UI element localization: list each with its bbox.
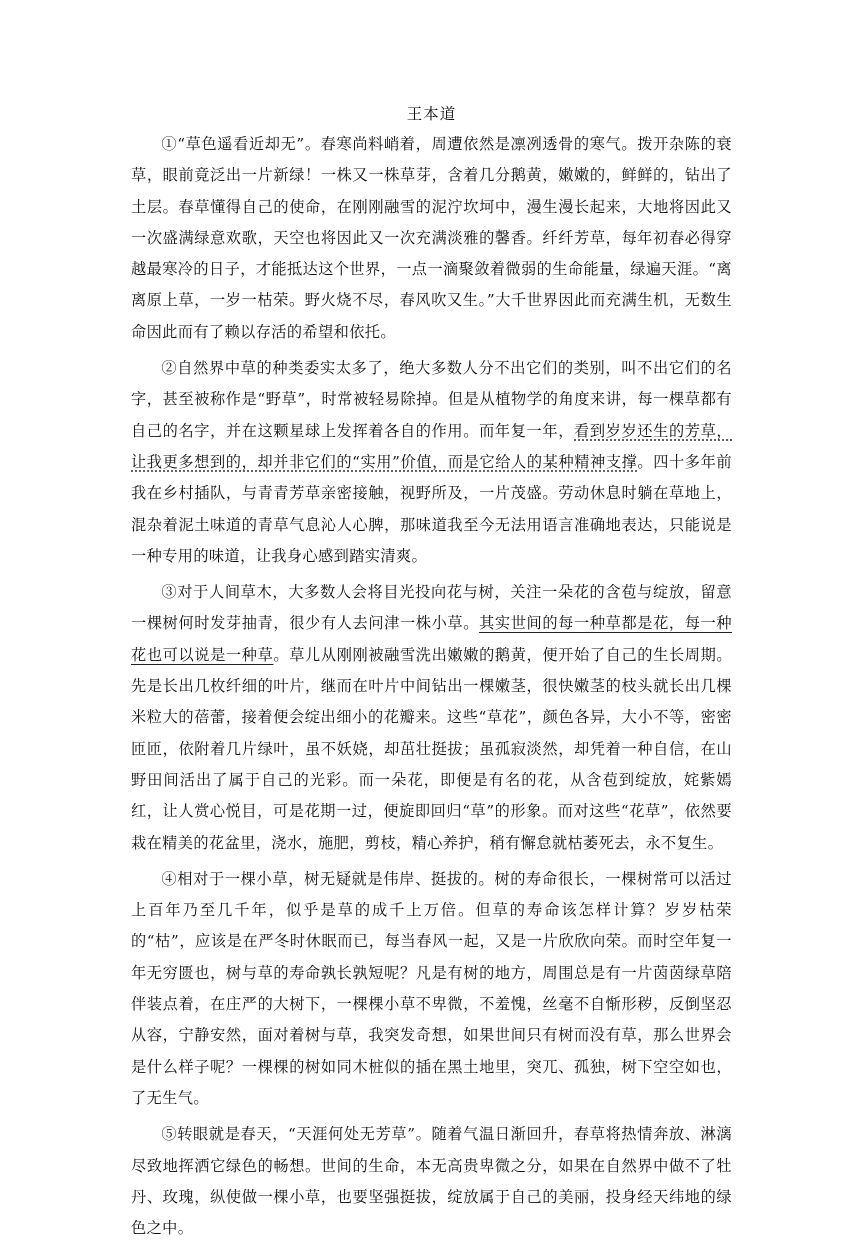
- paragraph-1: [131, 129, 732, 348]
- paragraph-text: ④相对于一棵小草，树无疑就是伟岸、挺拔的。树的寿命很长，一棵树常可以活过上百年乃至几千年，似乎是草的成千上万倍。但草的寿命该怎样计算？岁岁枯荣的“枯”，应该是在严冬时休眠而已，每当春风一起，又是一片欣欣向荣。而时空年复一年无穷匮也，树与草的寿命孰长孰短呢？凡是有树的地方，周围总是有一片茵茵绿草陪伴装点着，在庄严的大树下，一棵棵小草不卑微，不羞愧，丝毫不自惭形秽，反倒坚忍从容，宁静安然，面对着树与草，我突发奇想，如果世间只有树而没有草，那么世界会是什么样子呢？一棵棵的树如同木桩似的插在黑土地里，突兀、孤独，树下空空如也，了无生气。: [131, 869, 732, 1107]
- paragraph-text: ②自然界中草的种类委实太多了，绝大多数人分不出它们的类别，叫不出它们的名字，甚至被称作是“野草”，时常被轻易除掉。但是从植物学的角度来讲，每一棵草都有自己的名字，并在这颗星球上发挥着各自的作用。而年复一年，: [131, 359, 732, 440]
- underlined-key-sentence: 其实世间的每一种草都是花，每一种花也可以说是一种草: [131, 614, 732, 664]
- emphasis-dotted-text: 看到岁岁还生的芳草，让我更多想到的，却并非它们的“实用”价值，而是它给人的某种精神支撑: [131, 421, 732, 471]
- paragraph-5: [131, 1119, 732, 1244]
- paragraph-text: ⑤转眼就是春天，“天涯何处无芳草”。随着气温日渐回升，春草将热情奔放、淋漓尽致地挥洒它绿色的畅想。世间的生命，本无高贵卑微之分，如果在自然界中做不了牡丹、玫瑰，纵使做一棵小草，也要坚强挺拔，绽放属于自己的美丽，投身经天纬地的绿色之中。: [131, 1125, 732, 1238]
- paragraph-3: [131, 577, 732, 859]
- paragraph-2: [131, 353, 732, 572]
- paragraph-text: 。草儿从刚刚被融雪洗出嫩嫩的鹅黄，便开始了自己的生长周期。先是长出几枚纤细的叶片，继而在叶片中间钻出一棵嫩茎，很快嫩茎的枝头就长出几棵米粒大的蓓蕾，接着便会绽出细小的花瓣来。这些“草花”，颜色各异，大小不等，密密匝匝，依附着几片绿叶，虽不妖娆，却茁壮挺拔；虽孤寂淡然，却凭着一种自信，在山野田间活出了属于自己的光彩。而一朵花，即便是有名的花，从含苞到绽放，姹紫嫣红，让人赏心悦目，可是花期一过，便旋即回归“草”的形象。而对这些“花草”，依然要栽在精美的花盆里，浇水，施肥，剪枝，精心养护，稍有懈怠就枯萎死去，永不复生。: [131, 645, 732, 852]
- document-page: [131, 100, 732, 1249]
- author-name: 王本道: [406, 105, 457, 123]
- paragraph-text: 。四十多年前我在乡村插队，与青青芳草亲密接触，视野所及，一片茂盛。劳动休息时躺在草地上，混杂着泥土味道的青草气息沁人心脾，那味道我至今无法用语言准确地表达，只能说是一种专用的味道，让我身心感到踏实清爽。: [131, 452, 732, 565]
- paragraph-text: ①“草色遥看近却无”。春寒尚料峭着，周遭依然是凛冽透骨的寒气。拨开杂陈的衰草，眼前竟泛出一片新绿！一株又一株草芽，含着几分鹅黄，嫩嫩的，鲜鲜的，钻出了土层。春草懂得自己的使命，在刚刚融雪的泥泞坎坷中，漫生漫长起来，大地将因此又一次盛满绿意欢歌，天空也将因此又一次充满淡雅的馨香。纤纤芳草，每年初春必得穿越最寒冷的日子，才能抵达这个世界，一点一滴聚敛着微弱的生命能量，绿遍天涯。“离离原上草，一岁一枯荣。野火烧不尽，春风吹又生。”大千世界因此而充满生机，无数生命因此而有了赖以存活的希望和依托。: [131, 135, 732, 341]
- article-body: [131, 129, 732, 1244]
- paragraph-4: [131, 864, 732, 1114]
- paragraph-text: ③对于人间草木，大多数人会将目光投向花与树，关注一朵花的含苞与绽放，留意一棵树何时发芽抽青，很少有人去问津一株小草。: [131, 583, 732, 633]
